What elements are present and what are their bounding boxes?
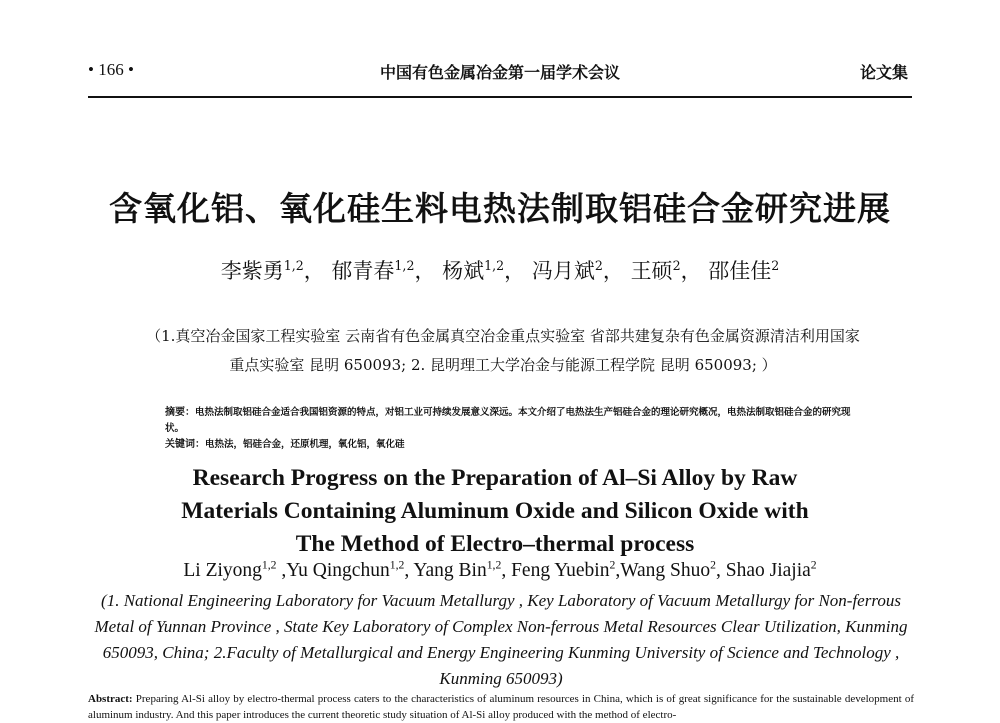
section-name: 论文集 [859, 63, 908, 82]
author: Li Ziyong$^{1,2}$ , [183, 558, 287, 581]
keywords-label: 关键词： [165, 439, 205, 450]
title-line: The Method of Electro–thermal process [295, 531, 695, 557]
abstract-label: Abstract: [88, 693, 133, 705]
conference-name: 中国有色金属冶金第一届学术会议 [379, 63, 620, 82]
affiliation-line: （1.真空冶金国家工程实验室 云南省有色金属真空冶金重点实验室 省部共建复杂有色金属资源清洁利用国家 [146, 327, 860, 345]
english-authors [0, 558, 1000, 582]
author: Yu Qingchun$^{1,2}$, [286, 558, 414, 581]
header-rule [88, 96, 912, 98]
author: 邵佳佳$^2$ [708, 258, 780, 283]
keywords-text: 电热法，铝硅合金，还原机理，氧化铝，氧化硅 [205, 439, 405, 450]
english-title [100, 462, 890, 561]
chinese-abstract [165, 405, 865, 453]
author: Wang Shuo$^2$, [620, 558, 726, 581]
page-number: • 166 • [88, 60, 134, 79]
author: 冯月斌$^2$， [531, 258, 624, 283]
english-affiliation: (1. National Engineering Laboratory for Vacuum Metallurgy , Key Laboratory of Vacuum Metallurgy for Non-ferrous Metal of Yunnan Province , State Key Laboratory of Complex Non-ferrous Metal Resources Clear Utilization, Kunming 650093, China; 2.Faculty of Metallurgical and Energy Engineering Kunming University of Science and Technology , Kunming 650093) [94, 591, 908, 688]
abstract-text: Preparing Al-Si alloy by electro-thermal process caters to the characteristics of aluminum resources in China, which is of great significance for the sustainable development of aluminum industry. And this paper introduces the current theoretic study situation of Al-Si alloy produced with the method of electro- [88, 693, 914, 721]
chinese-authors [0, 255, 1000, 285]
chinese-affiliation [108, 322, 898, 380]
author: Shao Jiajia$^2$ [725, 558, 817, 581]
author: 王硕$^2$， [630, 258, 702, 283]
title-line: Research Progress on the Preparation of Al–Si Alloy by Raw [192, 465, 798, 491]
author: Yang Bin$^{1,2}$, [413, 558, 512, 581]
affiliation-line: 重点实验室 昆明 650093; 2. 昆明理工大学冶金与能源工程学院 昆明 650093; ） [229, 356, 777, 374]
abstract-text: 电热法制取铝硅合金适合我国铝资源的特点，对铝工业可持续发展意义深远。本文介绍了电热法生产铝硅合金的理论研究概况，电热法制取铝硅合金的研究现状。 [165, 407, 851, 434]
english-abstract [88, 691, 914, 723]
author: 杨斌$^{1,2}$， [442, 258, 526, 283]
chinese-title: 含氧化铝、氧化硅生料电热法制取铝硅合金研究进展 [109, 189, 891, 228]
title-line: Materials Containing Aluminum Oxide and Silicon Oxide with [181, 498, 809, 524]
author: 李紫勇$^{1,2}$， [220, 258, 325, 283]
author: 郁青春$^{1,2}$， [331, 258, 436, 283]
abstract-label: 摘要： [165, 407, 195, 418]
author: Feng Yuebin$^2$, [511, 558, 621, 581]
